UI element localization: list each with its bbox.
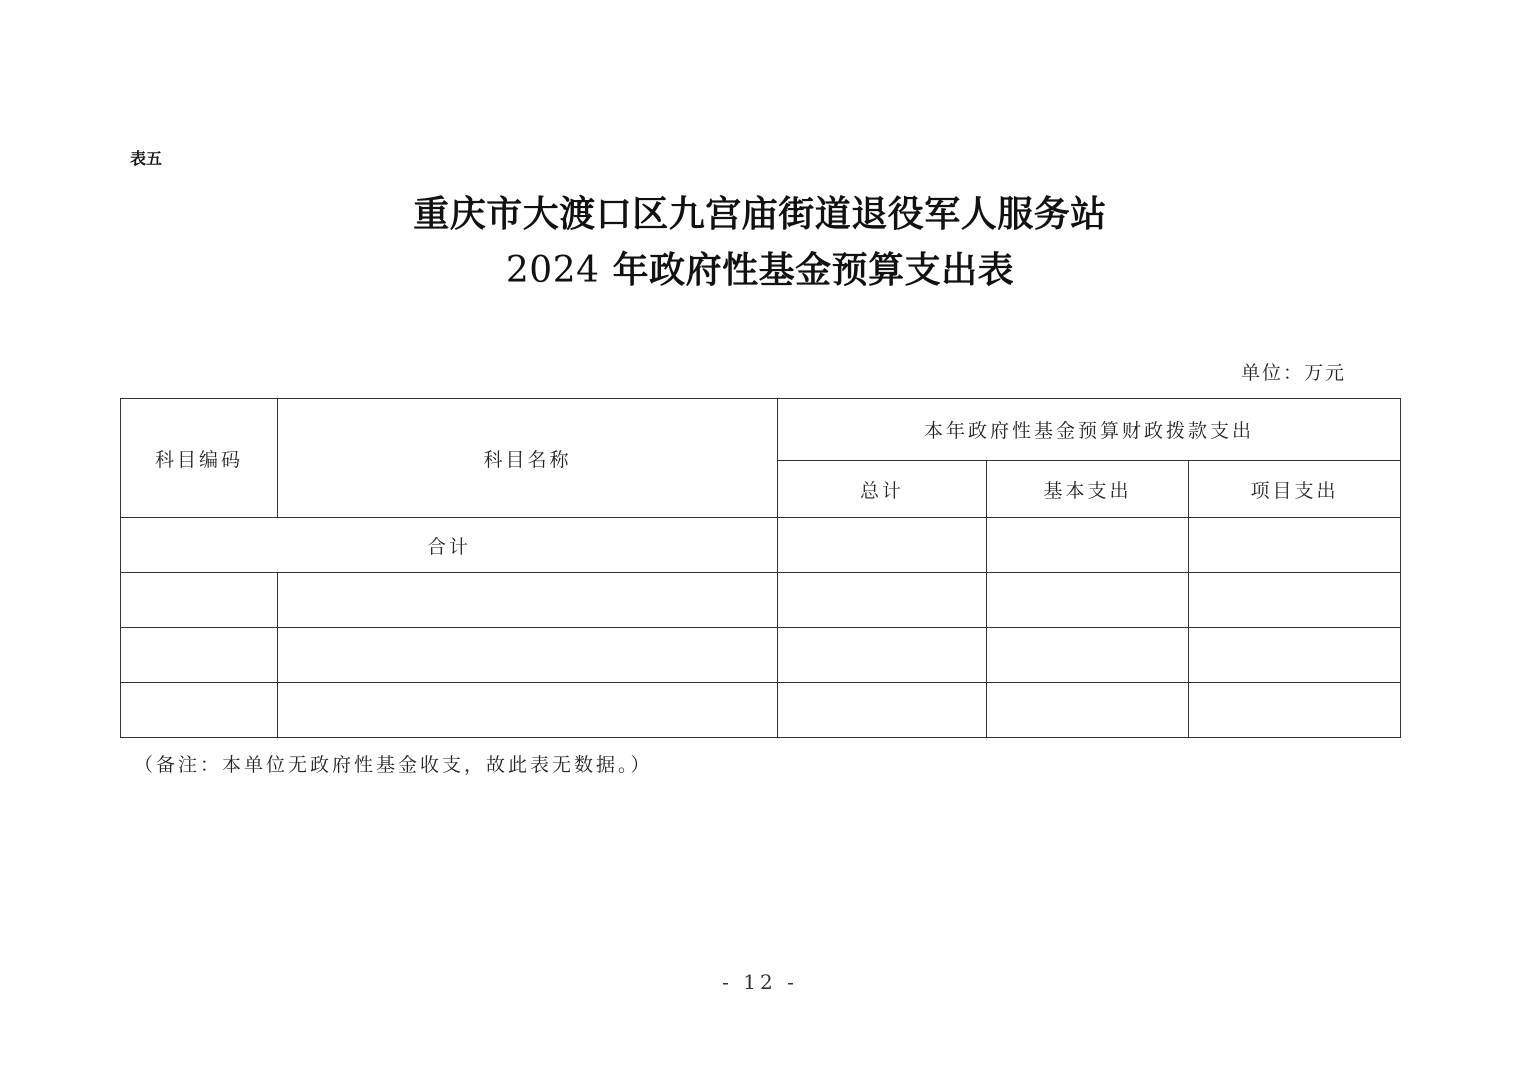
row-basic (987, 628, 1189, 683)
header-code: 科目编码 (121, 399, 278, 518)
page-number: - 12 - (722, 970, 798, 994)
row-project (1189, 683, 1401, 738)
document-title (0, 186, 1520, 299)
row-code (121, 683, 278, 738)
table-row (121, 683, 1401, 738)
title-line-2 (0, 242, 1520, 299)
unit-label: 单位：万元 (1240, 362, 1346, 384)
table-row (121, 628, 1401, 683)
row-total (778, 573, 987, 628)
row-project (1189, 573, 1401, 628)
table-label: 表五 (130, 149, 163, 168)
row-project (1189, 628, 1401, 683)
header-project: 项目支出 (1189, 461, 1401, 518)
table-row (121, 573, 1401, 628)
header-total: 总计 (778, 461, 987, 518)
total-row-basic (987, 518, 1189, 573)
row-basic (987, 573, 1189, 628)
header-basic: 基本支出 (987, 461, 1189, 518)
budget-table (120, 398, 1401, 738)
row-code (121, 573, 278, 628)
total-row (121, 518, 1401, 573)
row-name (278, 573, 778, 628)
title-line-1: 重庆市大渡口区九宫庙街道退役军人服务站 (413, 193, 1107, 235)
row-code (121, 628, 278, 683)
row-name (278, 628, 778, 683)
total-row-project (1189, 518, 1401, 573)
header-name: 科目名称 (278, 399, 778, 518)
row-name (278, 683, 778, 738)
row-total (778, 683, 987, 738)
title-line-2-text: 年政府性基金预算支出表 (612, 249, 1015, 291)
header-row-1 (121, 399, 1401, 461)
note-text: （备注：本单位无政府性基金收支，故此表无数据。） (134, 754, 653, 776)
title-year: 2024 (505, 250, 600, 291)
header-group: 本年政府性基金预算财政拨款支出 (778, 399, 1401, 461)
row-basic (987, 683, 1189, 738)
total-row-label: 合计 (121, 518, 778, 573)
row-total (778, 628, 987, 683)
total-row-total (778, 518, 987, 573)
